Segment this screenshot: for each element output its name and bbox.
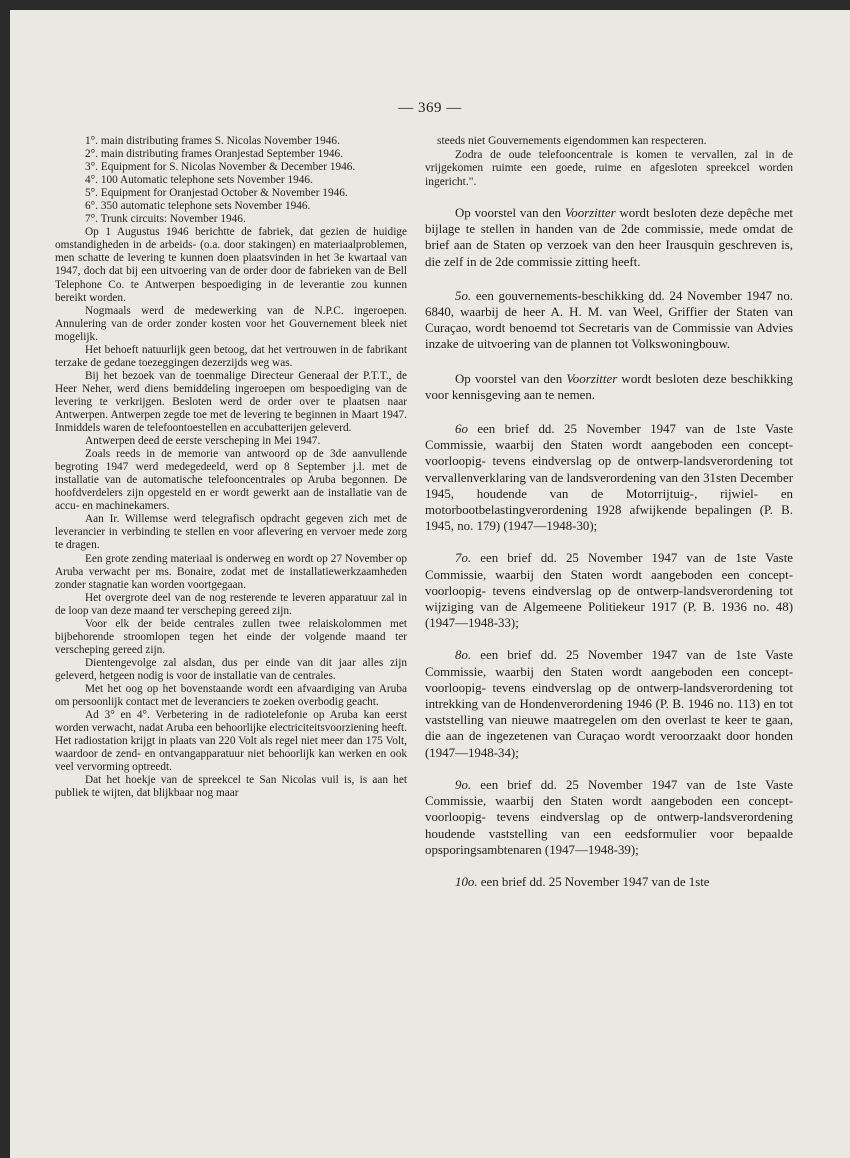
page-number: — 369 —: [398, 100, 462, 116]
decision-text: Op voorstel van den: [455, 206, 565, 220]
item-text: een brief dd. 25 November 1947 van de 1ste Vaste Commissie, waarbij den Staten wordt aangeboden een concept-voorloopig- tevens eindverslag op de ontwerp-landsverordening tot wijziging van de Algemeene Politiekeur 1917 (P. B. 1936 no. 48) (1947—1948-33);: [425, 551, 793, 631]
left-paragraph: Dientengevolge zal alsdan, dus per einde van dit jaar alles zijn geleverd, hetgeen nodig is voor de installatie van de centrales.: [55, 656, 407, 682]
left-paragraph: Aan Ir. Willemse werd telegrafisch opdracht gegeven zich met de leverancier in verbinding te stellen en voor aflevering en vervoer mede zorg te dragen.: [55, 513, 407, 552]
left-paragraph: 6°. 350 automatic telephone sets November 1946.: [85, 200, 311, 213]
left-paragraph: 5°. Equipment for Oranjestad October & November 1946.: [85, 187, 348, 200]
quote-paragraph: steeds niet Gouvernements eigendommen kan respecteren.: [437, 135, 707, 147]
left-paragraph: Ad 3° en 4°. Verbetering in de radiotelefonie op Aruba kan eerst worden verwacht, nadat Aruba een behoorlijke electriciteitsvoorziening heeft. Het radiostation krijgt in plaats van 220 Volt als regel niet meer dan 175 Volt, waardoor de zend- en ontvangapparatuur niet behoorlijk kan werken en ook veel vervorming optreedt.: [55, 709, 407, 774]
left-paragraph: Voor elk der beide centrales zullen twee relaiskolommen met bijbehorende stroomlopen tegen het einde der volgende maand ter verscheping gereed zijn.: [55, 617, 407, 656]
item-number: 6o: [455, 422, 468, 437]
agenda-item-8: [425, 647, 793, 760]
quote-paragraph: Zodra de oude telefooncentrale is komen te vervallen, zal in de vrijgekomen ruimte een goede, ruime en afgesloten spreekcel worden ingericht.".: [425, 148, 793, 188]
left-paragraph: Op 1 Augustus 1946 berichtte de fabriek, dat gezien de huidige omstandigheden in de arbeids- (o.a. door stakingen) en materiaalproblemen, men schatte de levering te kunnen doen plaatsvinden in het 3e kwartaal van 1947, doch dat bij een uitvoering van de order door de fabrieken van de Bell Telephone Co. te Antwerpen bespoediging in de leverantie zou kunnen bereikt worden.: [55, 226, 407, 304]
right-column: [425, 135, 793, 890]
item-number: 10o.: [455, 874, 478, 889]
left-paragraph: 1°. main distributing frames S. Nicolas November 1946.: [85, 135, 340, 147]
left-paragraph: 7°. Trunk circuits: November 1946.: [85, 213, 246, 226]
item-text: een brief dd. 25 November 1947 van de 1ste: [477, 874, 710, 889]
agenda-item-10: [425, 874, 793, 890]
decision-text: wordt besloten deze depêche met bijlage te stellen in handen van de 2de commissie, mede omdat de brief aan de Staten op verzoek van den heer Irausquin geschreven is, die zelf in de 2de commissie zitting heeft.: [425, 206, 793, 269]
chairman-word: Voorzitter: [566, 371, 618, 386]
left-paragraph: Een grote zending materiaal is onderweg en wordt op 27 November op Aruba verwacht per ms. Bonaire, zodat met de installatiewerkzaamheden zonder stagnatie kan worden voortgegaan.: [55, 552, 407, 591]
left-paragraph: Dat het hoekje van de spreekcel te San Nicolas vuil is, is aan het publiek te wijten, dat blijkbaar nog maar: [55, 774, 407, 800]
left-column: [55, 135, 407, 800]
left-paragraph: Zoals reeds in de memorie van antwoord op de 3de aanvullende begroting 1947 werd medegedeeld, werd op 8 September j.l. met de installatie van de automatische telefooncentrales op Aruba begonnen. De hoofdverdelers zijn opgesteld en er wordt gewerkt aan de installatie van de accu- en machinekamers.: [55, 448, 407, 513]
left-paragraph: Het overgrote deel van de nog resterende te leveren apparatuur zal in de loop van deze maand ter verscheping gereed zijn.: [55, 591, 407, 617]
agenda-item-9: [425, 777, 793, 858]
item-text: een brief dd. 25 November 1947 van de 1ste Vaste Commissie, waarbij den Staten wordt aangeboden een concept-voorloopig- tevens eindverslag op de ontwerp-landsverordening tot intrekking van de Hondenverordening 1946 (P. B. 1946 no. 113) en tot vaststelling van nieuwe maatregelen om den overlast te keer te gaan, die aan de ingezetenen van Curaçao wordt veroorzaakt door honden (1947—1948-34);: [425, 648, 793, 760]
left-paragraph: Bij het bezoek van de toenmalige Directeur Generaal der P.T.T., de Heer Neher, werd diens bemiddeling ingeroepen om bespoediging van de levering te verkrijgen. Besloten werd de order over te plaatsen naar Antwerpen. Antwerpen zegde toe met de levering te beginnen in Maart 1947. Inmiddels waren de telefoontoestellen en accubatterijen geleverd.: [55, 369, 407, 435]
item-number: 5o.: [455, 288, 472, 303]
item-text: een gouvernements-beschikking dd. 24 November 1947 no. 6840, waarbij de heer A. H. M. van Weel, Griffier der Staten van Curaçao, wordt benoemd tot Secretaris van de Commissie van Advies inzake de uitvoering van de plannen tot Volkswoningbouw.: [425, 288, 793, 352]
decision-paragraph: [425, 205, 793, 270]
decision-text: wordt besloten deze beschikking voor kennisgeving aan te nemen.: [425, 371, 793, 402]
item-number: 9o.: [455, 777, 472, 792]
left-paragraph: 4°. 100 Automatic telephone sets November 1946.: [85, 174, 313, 187]
left-paragraph: Het behoeft natuurlijk geen betoog, dat het vertrouwen in de fabrikant terzake de gedane toezeggingen dezerzijds weg was.: [55, 343, 407, 369]
item-text: een brief dd. 25 November 1947 van de 1ste Vaste Commissie, waarbij den Staten wordt aangeboden een concept-voorloopig- tevens eindverslag op de ontwerp-landsverordening tot vervallenverklaring van de landsverordening van den 31sten December 1945, houdende van de Motorrijtuig-, rijwiel- en motorbootbelastingverordening 1928 afwijkende bepalingen (P. B. 1945, no. 179) (1947—1948-30);: [425, 422, 793, 534]
chairman-word: Voorzitter: [564, 206, 616, 220]
item-text: een brief dd. 25 November 1947 van de 1ste Vaste Commissie, waarbij den Staten wordt aangeboden een concept-voorloopig- tevens eindverslag op de ontwerp-landsverordening houdende vaststelling van een eedsformulier voor bepaalde opsporingsambtenaren (1947—1948-39);: [425, 777, 793, 857]
left-paragraph: 3°. Equipment for S. Nicolas November & December 1946.: [85, 161, 356, 174]
item-number: 8o.: [455, 648, 472, 663]
document-page: [10, 10, 850, 1158]
agenda-item-7: [425, 550, 793, 631]
left-paragraph: Met het oog op het bovenstaande wordt een afvaardiging van Aruba om persoonlijk contact met de leveranciers te zoeken overbodig geacht.: [55, 682, 407, 709]
agenda-item-5: [425, 288, 793, 353]
left-paragraph: 2°. main distributing frames Oranjestad September 1946.: [85, 148, 344, 161]
left-paragraph: Antwerpen deed de eerste verscheping in Mei 1947.: [85, 435, 321, 448]
decision-text: Op voorstel van den: [455, 371, 567, 386]
decision-paragraph: [425, 371, 793, 403]
left-paragraph: Nogmaals werd de medewerking van de N.P.C. ingeroepen. Annulering van de order zonder kosten voor het Gouvernement bleek niet mogelijk.: [55, 304, 407, 343]
agenda-item-6: [425, 421, 793, 534]
item-number: 7o.: [455, 551, 472, 566]
